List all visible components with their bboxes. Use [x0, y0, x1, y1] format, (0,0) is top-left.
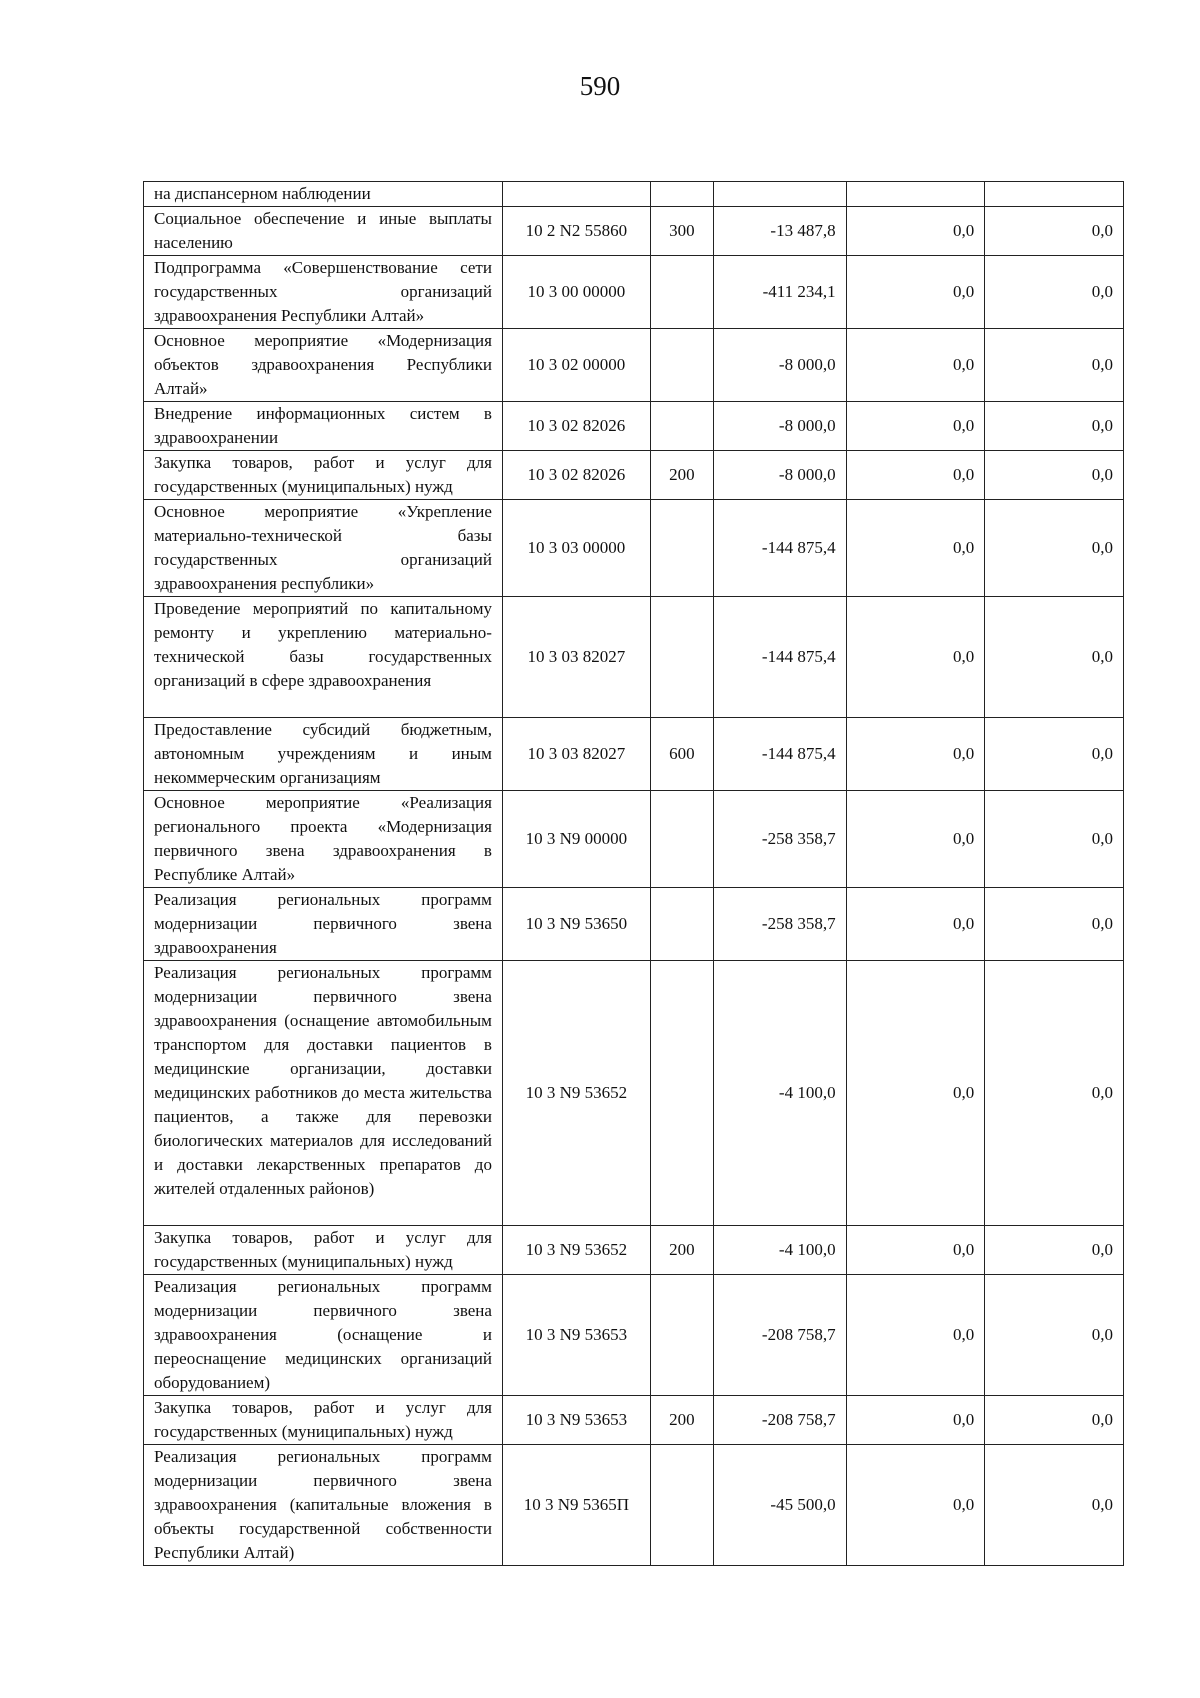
page-number: 590 — [579, 71, 621, 101]
row-value-1: -411 234,1 — [714, 256, 847, 329]
row-expense-type — [650, 597, 713, 718]
row-value-2: 0,0 — [846, 961, 985, 1226]
row-value-3: 0,0 — [985, 500, 1124, 597]
row-name: Внедрение информационных систем в здравоохранении — [144, 402, 503, 451]
row-value-1: -258 358,7 — [714, 888, 847, 961]
row-code: 10 3 N9 53650 — [502, 888, 650, 961]
row-expense-type — [650, 791, 713, 888]
row-code: 10 3 03 82027 — [502, 718, 650, 791]
row-value-1: -8 000,0 — [714, 402, 847, 451]
row-code — [502, 182, 650, 207]
row-value-3: 0,0 — [985, 718, 1124, 791]
row-code: 10 3 02 82026 — [502, 451, 650, 500]
table-row — [144, 888, 1124, 961]
table-row — [144, 1226, 1124, 1275]
table-row — [144, 329, 1124, 402]
table-row — [144, 597, 1124, 718]
table-row — [144, 402, 1124, 451]
row-expense-type — [650, 182, 713, 207]
table-row — [144, 791, 1124, 888]
row-name: Реализация региональных программ модернизации первичного звена здравоохранения (капитальные вложения в объекты государственной собственности Республики Алтай) — [144, 1445, 503, 1566]
row-name: Основное мероприятие «Реализация регионального проекта «Модернизация первичного звена здравоохранения в Республике Алтай» — [144, 791, 503, 888]
row-value-1: -208 758,7 — [714, 1396, 847, 1445]
row-value-2: 0,0 — [846, 207, 985, 256]
row-value-2: 0,0 — [846, 451, 985, 500]
row-code: 10 3 03 82027 — [502, 597, 650, 718]
row-value-2: 0,0 — [846, 597, 985, 718]
row-value-1: -8 000,0 — [714, 451, 847, 500]
row-value-3: 0,0 — [985, 1275, 1124, 1396]
row-code: 10 3 N9 5365П — [502, 1445, 650, 1566]
row-value-3: 0,0 — [985, 1396, 1124, 1445]
row-name: на диспансерном наблюдении — [144, 182, 503, 207]
row-name: Основное мероприятие «Модернизация объектов здравоохранения Республики Алтай» — [144, 329, 503, 402]
row-code: 10 3 N9 00000 — [502, 791, 650, 888]
row-expense-type — [650, 888, 713, 961]
row-expense-type — [650, 500, 713, 597]
row-name: Социальное обеспечение и иные выплаты населению — [144, 207, 503, 256]
row-expense-type — [650, 402, 713, 451]
row-name: Закупка товаров, работ и услуг для государственных (муниципальных) нужд — [144, 1396, 503, 1445]
row-value-2: 0,0 — [846, 1275, 985, 1396]
row-value-1: -144 875,4 — [714, 718, 847, 791]
row-value-2: 0,0 — [846, 1445, 985, 1566]
row-value-1: -4 100,0 — [714, 1226, 847, 1275]
budget-table-body — [144, 182, 1124, 1566]
row-value-3: 0,0 — [985, 451, 1124, 500]
row-value-2: 0,0 — [846, 888, 985, 961]
row-expense-type: 200 — [650, 451, 713, 500]
table-row — [144, 256, 1124, 329]
row-value-1: -258 358,7 — [714, 791, 847, 888]
table-row — [144, 500, 1124, 597]
row-value-3: 0,0 — [985, 888, 1124, 961]
row-value-2 — [846, 182, 985, 207]
row-value-3: 0,0 — [985, 256, 1124, 329]
row-value-1: -144 875,4 — [714, 500, 847, 597]
row-value-3: 0,0 — [985, 207, 1124, 256]
row-code: 10 3 N9 53652 — [502, 961, 650, 1226]
row-name: Реализация региональных программ модернизации первичного звена здравоохранения — [144, 888, 503, 961]
row-code: 10 3 00 00000 — [502, 256, 650, 329]
table-row — [144, 207, 1124, 256]
row-expense-type: 600 — [650, 718, 713, 791]
row-value-3: 0,0 — [985, 597, 1124, 718]
row-name: Закупка товаров, работ и услуг для государственных (муниципальных) нужд — [144, 1226, 503, 1275]
row-code: 10 3 02 00000 — [502, 329, 650, 402]
row-value-3: 0,0 — [985, 402, 1124, 451]
row-value-3: 0,0 — [985, 1226, 1124, 1275]
row-value-2: 0,0 — [846, 500, 985, 597]
row-expense-type: 200 — [650, 1396, 713, 1445]
row-expense-type — [650, 961, 713, 1226]
row-value-2: 0,0 — [846, 791, 985, 888]
row-value-1: -144 875,4 — [714, 597, 847, 718]
row-expense-type: 300 — [650, 207, 713, 256]
row-name: Основное мероприятие «Укрепление материально-технической базы государственных организаций здравоохранения республики» — [144, 500, 503, 597]
row-value-1: -4 100,0 — [714, 961, 847, 1226]
row-name: Предоставление субсидий бюджетным, автономным учреждениям и иным некоммерческим организациям — [144, 718, 503, 791]
row-value-1: -13 487,8 — [714, 207, 847, 256]
row-name: Реализация региональных программ модернизации первичного звена здравоохранения (оснащение автомобильным транспортом для доставки пациентов в медицинские организации, доставки медицинских работников до места жительства пациентов, а также для перевозки биологических материалов для исследований и доставки лекарственных препаратов до жителей отдаленных районов) — [144, 961, 503, 1226]
table-row — [144, 182, 1124, 207]
table-row — [144, 1445, 1124, 1566]
row-value-3: 0,0 — [985, 329, 1124, 402]
row-code: 10 3 N9 53653 — [502, 1396, 650, 1445]
row-value-2: 0,0 — [846, 1396, 985, 1445]
table-row — [144, 718, 1124, 791]
row-code: 10 3 N9 53653 — [502, 1275, 650, 1396]
row-code: 10 2 N2 55860 — [502, 207, 650, 256]
row-value-1: -8 000,0 — [714, 329, 847, 402]
table-row — [144, 451, 1124, 500]
row-value-3: 0,0 — [985, 961, 1124, 1226]
row-value-2: 0,0 — [846, 329, 985, 402]
budget-table — [143, 181, 1124, 1566]
table-row — [144, 1396, 1124, 1445]
row-code: 10 3 03 00000 — [502, 500, 650, 597]
table-row — [144, 1275, 1124, 1396]
row-code: 10 3 02 82026 — [502, 402, 650, 451]
row-name: Реализация региональных программ модернизации первичного звена здравоохранения (оснащение и переоснащение медицинских организаций оборудованием) — [144, 1275, 503, 1396]
row-value-3: 0,0 — [985, 791, 1124, 888]
row-expense-type — [650, 1445, 713, 1566]
row-value-2: 0,0 — [846, 1226, 985, 1275]
row-expense-type: 200 — [650, 1226, 713, 1275]
row-value-1: -45 500,0 — [714, 1445, 847, 1566]
row-code: 10 3 N9 53652 — [502, 1226, 650, 1275]
row-value-1 — [714, 182, 847, 207]
row-value-3 — [985, 182, 1124, 207]
row-value-3: 0,0 — [985, 1445, 1124, 1566]
row-expense-type — [650, 329, 713, 402]
row-value-2: 0,0 — [846, 256, 985, 329]
row-expense-type — [650, 256, 713, 329]
row-value-2: 0,0 — [846, 718, 985, 791]
row-name: Проведение мероприятий по капитальному ремонту и укреплению материально-технической базы государственных организаций в сфере здравоохранения — [144, 597, 503, 718]
row-value-1: -208 758,7 — [714, 1275, 847, 1396]
row-expense-type — [650, 1275, 713, 1396]
row-value-2: 0,0 — [846, 402, 985, 451]
row-name: Закупка товаров, работ и услуг для государственных (муниципальных) нужд — [144, 451, 503, 500]
table-row — [144, 961, 1124, 1226]
row-name: Подпрограмма «Совершенствование сети государственных организаций здравоохранения Республики Алтай» — [144, 256, 503, 329]
